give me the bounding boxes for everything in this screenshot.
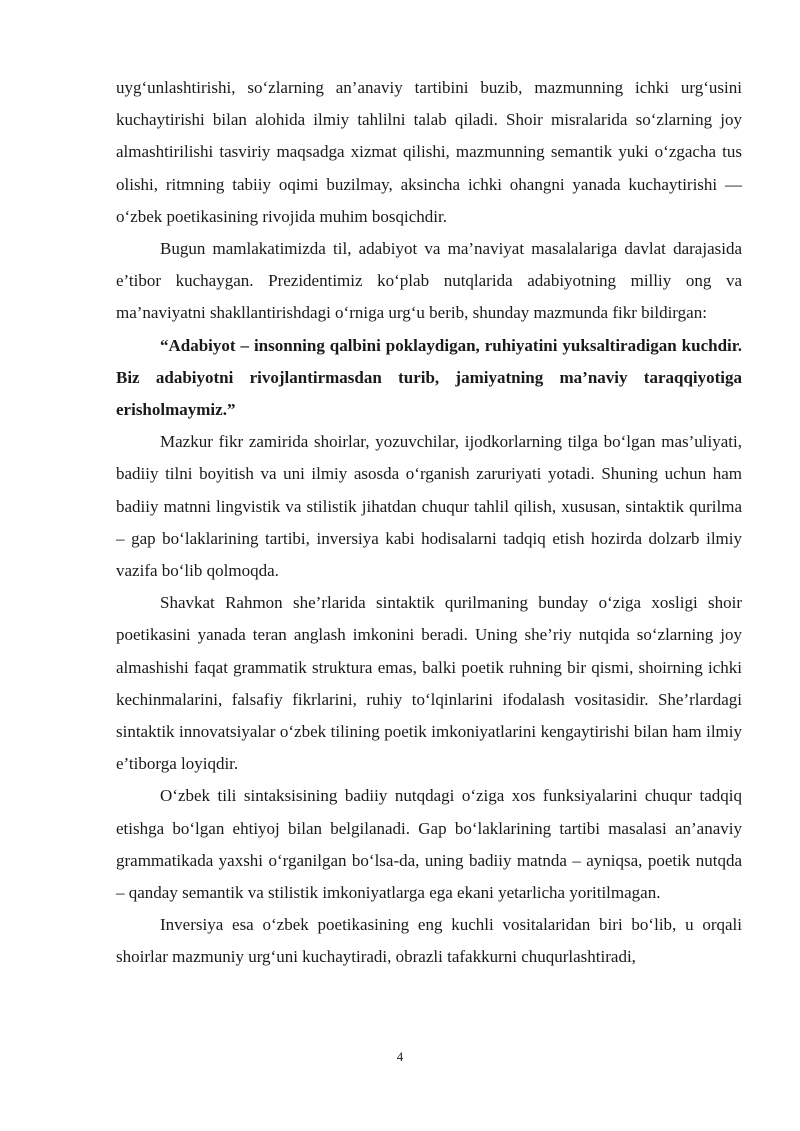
paragraph-continuation: uyg‘unlashtirishi, so‘zlarning an’anaviy tartibini buzib, mazmunning ichki urg‘usini kuchaytirishi bilan alohida ilmiy tahlilni talab qiladi. Shoir misralarida so‘zlarning joy almashtirilishi tasviriy maqsadga xizmat qilishi, mazmunning semantik yuki o‘zgacha tus olishi, ritmning tabiiy oqimi buzilmay, aksincha ichki ohangni yanada kuchaytirishi — o‘zbek poetikasining rivojida muhim bosqichdir. [116,78,742,226]
page-number: 4 [396,1049,404,1064]
paragraph-responsibility: Mazkur fikr zamirida shoirlar, yozuvchilar, ijodkorlarning tilga bo‘lgan mas’uliyati, badiiy tilni boyitish va uni ilmiy asosda o‘rganish zaruriyati yotadi. Shuning uchun ham badiiy matnni lingvistik va stilistik jihatdan chuqur tahlil qilish, xususan, sintaktik qurilma – gap bo‘laklarining tartibi, inversiya kabi hodisalarni tadqiq etish hozirda dolzarb ilmiy vazifa bo‘lib qolmoqda. [116,432,742,581]
paragraph-syntax-research: O‘zbek tili sintaksisining badiiy nutqdagi o‘ziga xos funksiyalarini chuqur tadqiq etishga bo‘lgan ehtiyoj bilan belgilanadi. Gap bo‘laklarining tartibi masalasi an’anaviy grammatikada yaxshi o‘rganilgan bo‘lsa-da, uning badiiy matnda – ayniqsa, poetik nutqda – qanday semantik va stilistik imkoniyatlarga ega ekani yetarlicha yoritilmagan. [116,786,742,903]
paragraph-shavkat-rahmon: Shavkat Rahmon she’rlarida sintaktik qurilmaning bunday o‘ziga xosligi shoir poetikasini yanada teran anglash imkonini beradi. Uning she’riy nutqida so‘zlarning joy almashishi faqat grammatik struktura emas, balki poetik ruhning bir qismi, shoirning ichki kechinmalarini, falsafiy fikrlarini, ruhiy to‘lqinlarini ifodalash vositasidir. She’rlardagi sintaktik innovatsiyalar o‘zbek tilining poetik imkoniyatlarini kengaytirishi bilan ham ilmiy e’tiborga loyiqdir. [116,593,742,774]
paragraph-inversion: Inversiya esa o‘zbek poetikasining eng kuchli vositalaridan biri bo‘lib, u orqali shoirlar mazmuniy urg‘uni kuchaytiradi, obrazli tafakkurni chuqurlashtiradi, [116,915,742,967]
quote-paragraph: “Adabiyot – insonning qalbini poklaydigan, ruhiyatini yuksaltiradigan kuchdir. Biz adabiyotni rivojlantirmasdan turib, jamiyatning ma’naviy taraqqiyotiga erisholmaymiz.” [116,335,742,420]
page-body [116,72,742,974]
paragraph-state-attention: Bugun mamlakatimizda til, adabiyot va ma’naviyat masalalariga davlat darajasida e’tibor kuchaygan. Prezidentimiz ko‘plab nutqlarida adabiyotning milliy ong va ma’naviyatni shakllantirishdagi o‘rniga urg‘u berib, shunday mazmunda fikr bildirgan: [116,239,742,323]
